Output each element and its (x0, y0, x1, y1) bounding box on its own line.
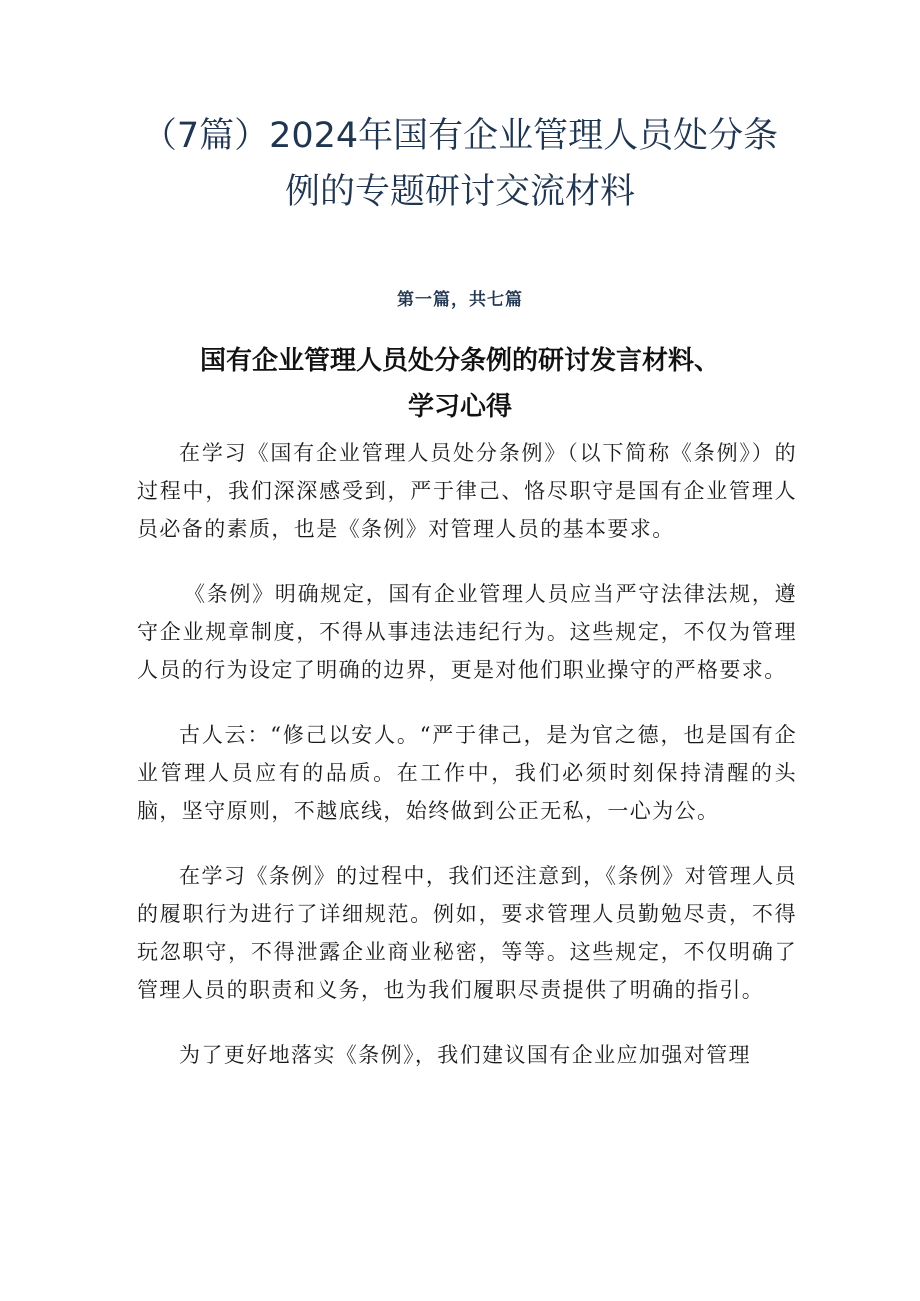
paragraph: 在学习《条例》的过程中，我们还注意到，《条例》对管理人员的履职行为进行了详细规范。例如，要求管理人员勤勉尽责，不得玩忽职守，不得泄露企业商业秘密，等等。这些规定，不仅明确了管理人员的职责和义务，也为我们履职尽责提供了明确的指引。 (137, 864, 797, 1002)
paragraph: 古人云：“修己以安人。“严于律己，是为官之德，也是国有企业管理人员应有的品质。在工作中，我们必须时刻保持清醒的头脑，坚守原则，不越底线，始终做到公正无私，一心为公。 (137, 723, 797, 823)
section-title-line-1: 国有企业管理人员处分条例的研讨发言材料、 (199, 346, 720, 376)
paragraph: 《条例》明确规定，国有企业管理人员应当严守法律法规，遵守企业规章制度，不得从事违法违纪行为。这些规定，不仅为管理人员的行为设定了明确的边界，更是对他们职业操守的严格要求。 (137, 582, 797, 682)
document-title-line-1: （7篇）2024年国有企业管理人员处分条 (141, 116, 779, 156)
paragraph: 为了更好地落实《条例》，我们建议国有企业应加强对管理 (179, 1043, 751, 1067)
section-title-line-2: 学习心得 (407, 392, 512, 422)
part-label: 第一篇，共七篇 (397, 290, 523, 310)
document-title (0, 108, 920, 220)
paragraph: 在学习《国有企业管理人员处分条例》（以下简称《条例》）的过程中，我们深深感受到，严于律己、恪尽职守是国有企业管理人员必备的素质，也是《条例》对管理人员的基本要求。 (137, 441, 797, 541)
document-body (137, 434, 797, 1101)
document-title-line-2: 例的专题研讨交流材料 (284, 172, 635, 212)
section-title (0, 338, 920, 430)
